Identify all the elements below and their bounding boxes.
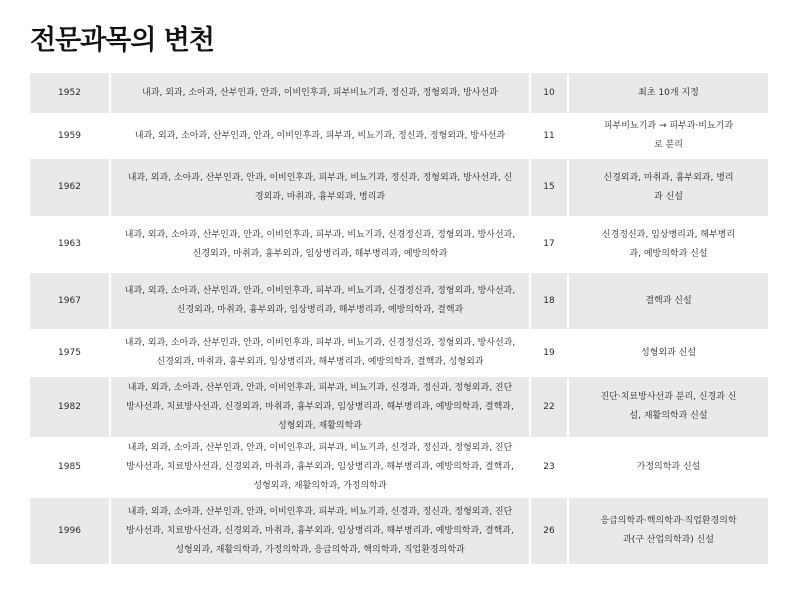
departments-cell	[110, 216, 530, 273]
page-title: 전문과목의 변천	[30, 25, 214, 56]
note-cell	[568, 273, 768, 329]
count-cell: 11	[530, 113, 568, 159]
departments-line: 내과, 외과, 소아과, 산부인과, 안과, 이비인후과, 피부과, 비뇨기과, 신경정신과, 정형외과, 방사선과,	[124, 229, 516, 240]
note-line: 로 분리	[654, 140, 683, 150]
departments-line: 성형외과, 재활의학과, 가정의학과, 응급의학과, 핵의학과, 직업환경의학과	[175, 544, 465, 555]
year-cell: 1962	[30, 159, 110, 216]
note-line: 피부비뇨기과 → 피부과·비뇨기과	[603, 121, 734, 131]
departments-line: 내과, 외과, 소아과, 산부인과, 안과, 이비인후과, 피부과, 비뇨기과, 신경정신과, 정형외과, 방사선과,	[124, 286, 516, 296]
departments-line: 방사선과, 치료방사선과, 신경외과, 마취과, 흉부외과, 임상병리과, 해부병리과, 예방의학과, 결핵과,	[126, 525, 514, 536]
note-cell	[568, 329, 768, 377]
departments-line: 성형외과, 재활의학과, 가정의학과	[253, 481, 387, 491]
count-cell: 22	[530, 377, 568, 437]
departments-line: 신경외과, 마취과, 흉부외과, 임상병리과, 해부병리과, 예방의학과, 결핵과, 성형외과	[156, 357, 484, 367]
count-cell: 23	[530, 437, 568, 498]
note-line: 응급의학과·핵의학과·직업환경의학	[600, 516, 737, 526]
note-line: 신경정신과, 임상병리과, 해부병리	[601, 229, 736, 240]
table-row	[30, 73, 768, 113]
note-cell	[568, 216, 768, 273]
table-row	[30, 437, 768, 498]
departments-line: 내과, 외과, 소아과, 산부인과, 안과, 이비인후과, 피부비뇨기과, 정신과, 정형외과, 방사선과	[142, 87, 498, 98]
year-cell: 1963	[30, 216, 110, 273]
departments-line: 내과, 외과, 소아과, 산부인과, 안과, 이비인후과, 피부과, 비뇨기과, 신경과, 정신과, 정형외과, 진단	[127, 506, 513, 517]
count-cell: 19	[530, 329, 568, 377]
departments-line: 내과, 외과, 소아과, 산부인과, 안과, 이비인후과, 피부과, 비뇨기과, 신경과, 정신과, 정형외과, 진단	[127, 382, 513, 393]
year-cell: 1982	[30, 377, 110, 437]
year-cell: 1959	[30, 113, 110, 159]
departments-line: 내과, 외과, 소아과, 산부인과, 안과, 이비인후과, 피부과, 비뇨기과, 정신과, 정형외과, 방사선과	[134, 130, 506, 141]
note-line: 과, 예방의학과 신설	[629, 248, 708, 259]
departments-line: 내과, 외과, 소아과, 산부인과, 안과, 이비인후과, 피부과, 비뇨기과, 정신과, 정형외과, 방사선과, 신	[127, 172, 513, 183]
departments-line: 내과, 외과, 소아과, 산부인과, 안과, 이비인후과, 피부과, 비뇨기과, 신경정신과, 정형외과, 방사선과,	[124, 338, 516, 348]
table-row	[30, 159, 768, 216]
departments-line: 내과, 외과, 소아과, 산부인과, 안과, 이비인후과, 피부과, 비뇨기과, 신경과, 정신과, 정형외과, 진단	[127, 443, 513, 453]
note-cell	[568, 437, 768, 498]
note-line: 최초 10개 지정	[638, 87, 699, 98]
table-row	[30, 498, 768, 564]
note-line: 과 신설	[654, 191, 683, 202]
table-row	[30, 273, 768, 329]
departments-line: 방사선과, 치료방사선과, 신경외과, 마취과, 흉부외과, 임상병리과, 해부병리과, 예방의학과, 결핵과,	[126, 462, 514, 472]
note-line: 과(구 산업의학과) 신설	[623, 535, 714, 545]
departments-cell	[110, 273, 530, 329]
count-cell: 17	[530, 216, 568, 273]
count-cell: 26	[530, 498, 568, 564]
table-row	[30, 329, 768, 377]
note-line: 설, 재활의학과 신설	[629, 411, 708, 421]
departments-line: 방사선과, 치료방사선과, 신경외과, 마취과, 흉부외과, 임상병리과, 해부병리과, 예방의학과, 결핵과,	[126, 401, 514, 412]
count-cell: 15	[530, 159, 568, 216]
departments-line: 신경외과, 마취과, 흉부외과, 임상병리과, 해부병리과, 예방의학과	[192, 248, 448, 259]
year-cell: 1967	[30, 273, 110, 329]
note-line: 결핵과 신설	[645, 295, 692, 306]
departments-cell	[110, 113, 530, 159]
departments-cell	[110, 437, 530, 498]
table-row	[30, 113, 768, 159]
table-row	[30, 216, 768, 273]
departments-cell	[110, 159, 530, 216]
note-line: 가정의학과 신설	[636, 462, 701, 472]
year-cell: 1996	[30, 498, 110, 564]
note-cell	[568, 113, 768, 159]
table-row	[30, 377, 768, 437]
departments-cell	[110, 329, 530, 377]
note-line: 진단·치료방사선과 분리, 신경과 신	[600, 392, 737, 402]
specialty-history-table	[30, 73, 768, 564]
note-cell	[568, 377, 768, 437]
count-cell: 18	[530, 273, 568, 329]
departments-line: 성형외과, 재활의학과	[278, 420, 362, 431]
departments-cell	[110, 377, 530, 437]
table-body	[30, 73, 768, 564]
count-cell: 10	[530, 73, 568, 113]
note-line: 신경외과, 마취과, 흉부외과, 병리	[603, 172, 734, 183]
note-cell	[568, 498, 768, 564]
note-cell	[568, 159, 768, 216]
departments-line: 신경외과, 마취과, 흉부외과, 임상병리과, 해부병리과, 예방의학과, 결핵과	[176, 305, 464, 315]
departments-line: 경외과, 마취과, 흉부외과, 병리과	[254, 191, 386, 202]
year-cell: 1985	[30, 437, 110, 498]
departments-cell	[110, 498, 530, 564]
note-cell	[568, 73, 768, 113]
year-cell: 1952	[30, 73, 110, 113]
note-line: 성형외과 신설	[640, 347, 697, 358]
year-cell: 1975	[30, 329, 110, 377]
departments-cell	[110, 73, 530, 113]
